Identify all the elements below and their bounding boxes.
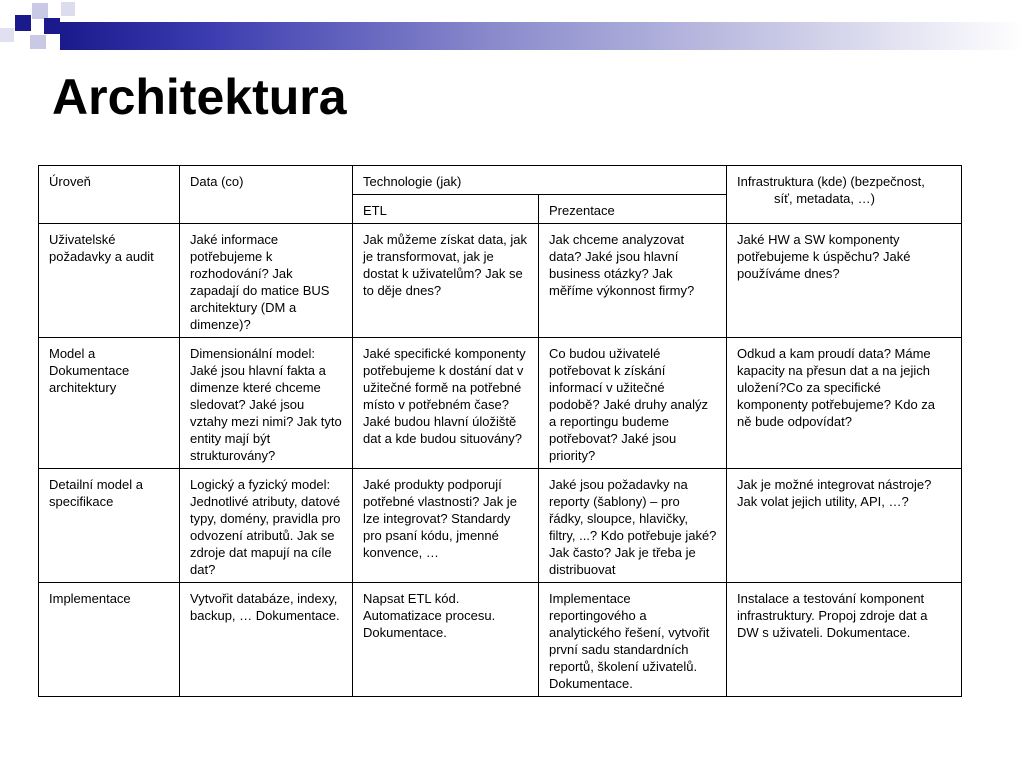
architecture-table [38, 165, 962, 697]
cell-presentation: Implementace reportingového a analytického řešení, vytvořit první sadu standardních reportů, školení uživatelů. Dokumentace. [539, 583, 727, 697]
slide-title: Architektura [52, 69, 347, 125]
header-presentation: Prezentace [539, 195, 727, 224]
table-header-row [39, 166, 962, 195]
table-row [39, 338, 962, 469]
decor-square [15, 15, 31, 31]
cell-level: Detailní model a specifikace [39, 469, 180, 583]
decor-square [30, 35, 46, 49]
gradient-bar [60, 22, 1024, 50]
cell-data: Jaké informace potřebujeme k rozhodování? Jak zapadají do matice BUS architektury (DM a dimenze)? [180, 224, 353, 338]
cell-etl: Jak můžeme získat data, jak je transformovat, jak je dostat k uživatelům? Jak se to děje dnes? [353, 224, 539, 338]
table-row [39, 469, 962, 583]
cell-level: Model a Dokumentace architektury [39, 338, 180, 469]
cell-etl: Napsat ETL kód. Automatizace procesu. Dokumentace. [353, 583, 539, 697]
cell-etl: Jaké specifické komponenty potřebujeme k dostání dat v užitečné formě na potřebné místo v potřebném čase? Jaké budou hlavní úložiště dat a kde budou situovány? [353, 338, 539, 469]
header-data: Data (co) [180, 166, 353, 224]
table-row [39, 583, 962, 697]
cell-presentation: Jak chceme analyzovat data? Jaké jsou hlavní business otázky? Jak měříme výkonnost firmy? [539, 224, 727, 338]
cell-infrastructure: Instalace a testování komponent infrastruktury. Propoj zdroje dat a DW s uživateli. Dokumentace. [727, 583, 962, 697]
table-row [39, 224, 962, 338]
cell-infrastructure: Odkud a kam proudí data? Máme kapacity na přesun dat a na jejich uložení?Co za specifické komponenty potřebujeme? Kdo za ně bude odpovídat? [727, 338, 962, 469]
decor-square [61, 2, 75, 16]
header-etl: ETL [353, 195, 539, 224]
cell-etl: Jaké produkty podporují potřebné vlastnosti? Jak je lze integrovat? Standardy pro psaní kódu, jmenné konvence, … [353, 469, 539, 583]
cell-data: Logický a fyzický model: Jednotlivé atributy, datové typy, domény, pravidla pro odvození atributů. Jak se zdroje dat mapují na cíle dat? [180, 469, 353, 583]
cell-presentation: Jaké jsou požadavky na reporty (šablony) – pro řádky, sloupce, hlavičky, filtry, ...? Kdo potřebuje jaké? Jak často? Jak je třeba je distribuovat [539, 469, 727, 583]
header-infrastructure-line2: síť, metadata, …) [774, 191, 875, 206]
header-level: Úroveň [39, 166, 180, 224]
cell-level: Implementace [39, 583, 180, 697]
header-infrastructure [727, 166, 962, 224]
cell-data: Dimensionální model: Jaké jsou hlavní fakta a dimenze které chceme sledovat? Jaké jsou vztahy mezi nimi? Jak tyto entity mají být strukturovány? [180, 338, 353, 469]
cell-infrastructure: Jak je možné integrovat nástroje? Jak volat jejich utility, API, …? [727, 469, 962, 583]
decor-square [44, 18, 60, 34]
cell-level: Uživatelské požadavky a audit [39, 224, 180, 338]
header-technology: Technologie (jak) [353, 166, 727, 195]
decor-square [32, 3, 48, 19]
cell-presentation: Co budou uživatelé potřebovat k získání informací v užitečné podobě? Jaké druhy analýz a reportingu budeme potřebovat? Jaké jsou priority? [539, 338, 727, 469]
cell-infrastructure: Jaké HW a SW komponenty potřebujeme k úspěchu? Jaké používáme dnes? [727, 224, 962, 338]
decor-square [0, 28, 14, 42]
cell-data: Vytvořit databáze, indexy, backup, … Dokumentace. [180, 583, 353, 697]
header-infrastructure-line1: Infrastruktura (kde) (bezpečnost, [737, 174, 925, 189]
